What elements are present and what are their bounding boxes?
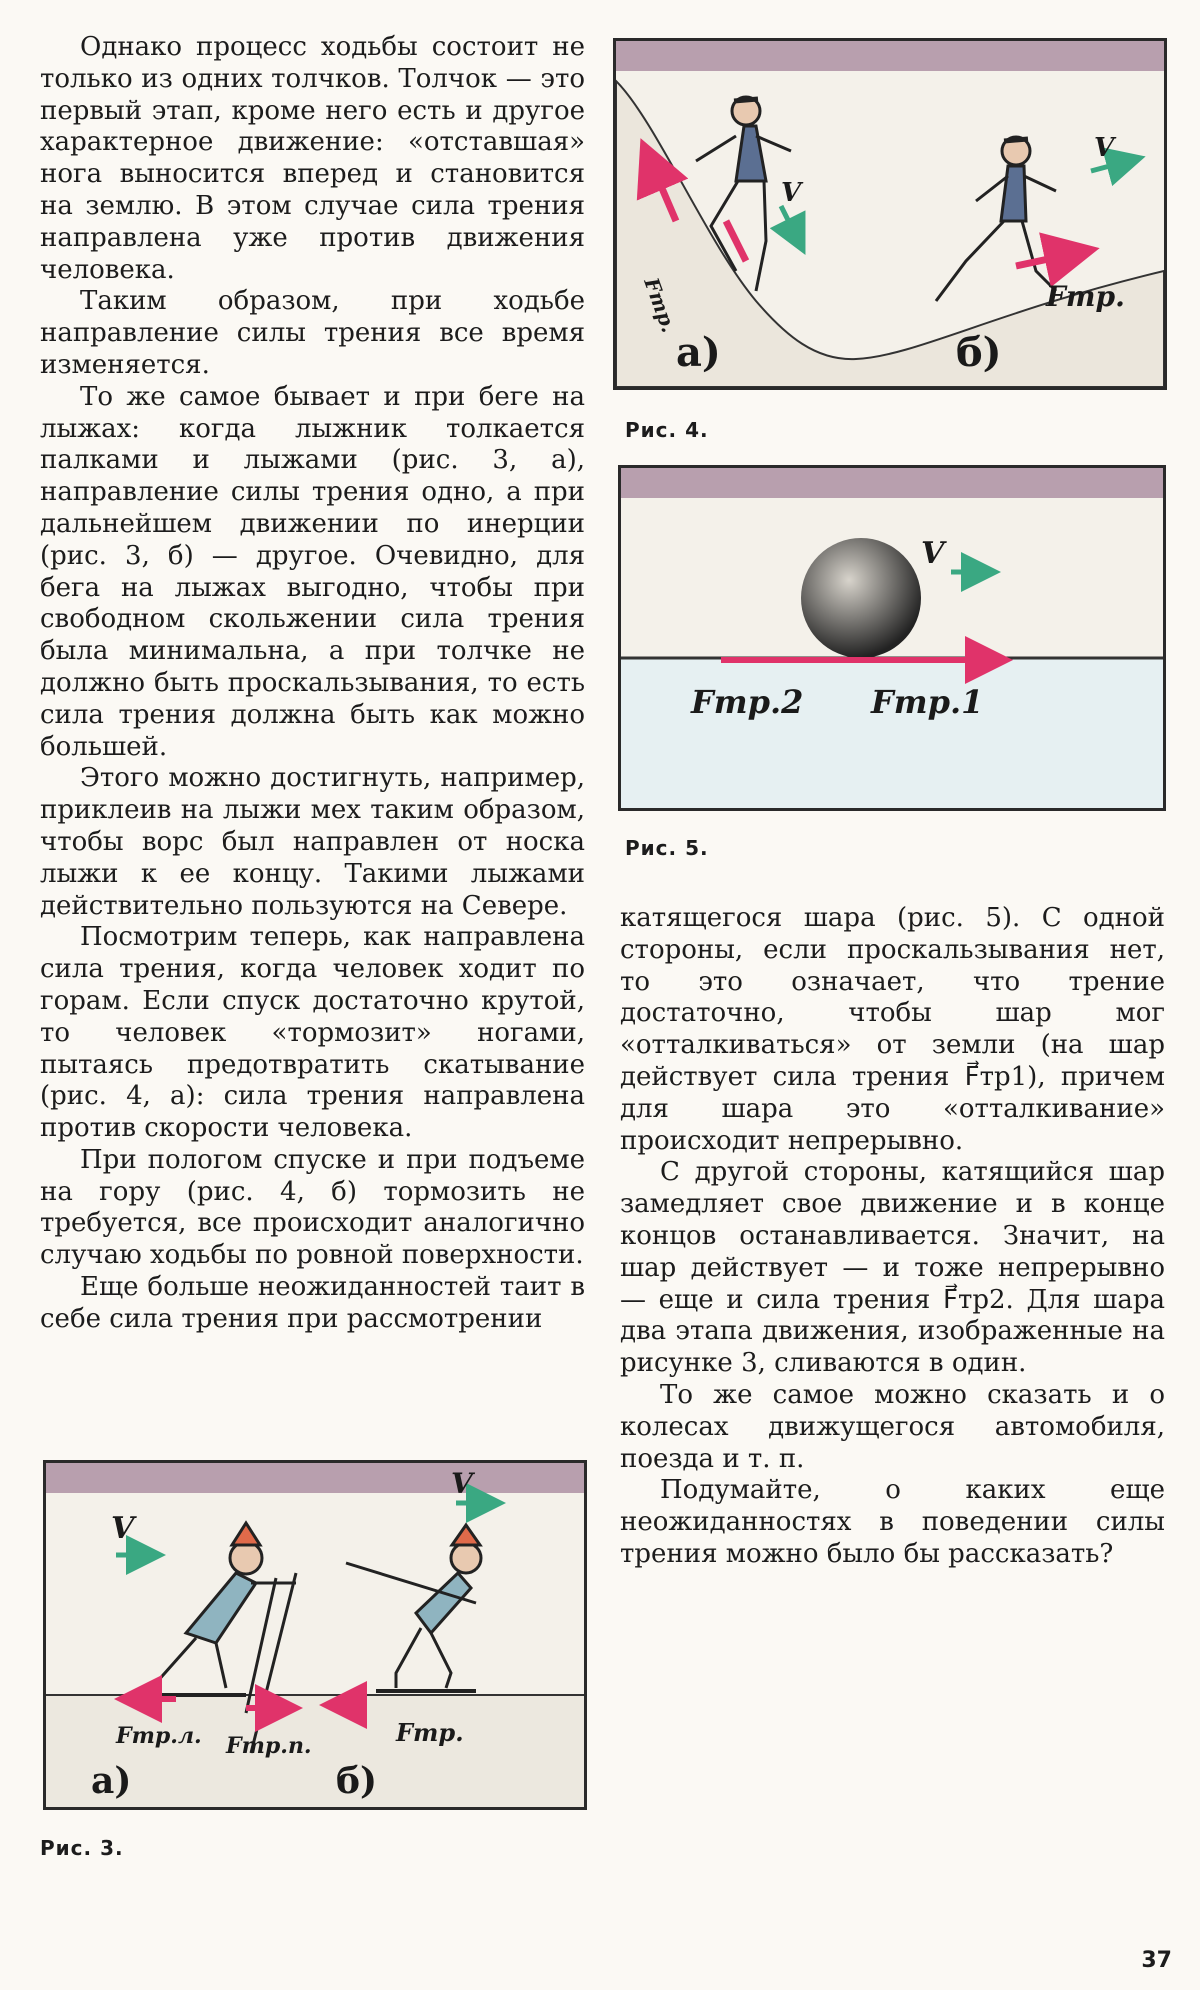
figure-3-illustration [43,1460,587,1810]
sky-band [46,1463,584,1493]
figure-4-caption: Рис. 4. [625,418,709,442]
figure-4-illustration [613,38,1167,390]
fig4-a-label: а) [676,329,721,376]
paragraph: Таким образом, при ходьбе направление силы трения все время изменяется. [40,286,585,380]
friction-arrow-a2 [726,221,746,261]
paragraph: Этого можно достигнуть, например, приклеив на лыжи мех таким образом, чтобы ворс был направлен от носка лыжи к ее концу. Такими лыжами действительно пользуются на Севере. [40,763,585,921]
page-number: 37 [1141,1948,1172,1973]
fig3-b-label: б) [336,1760,378,1802]
paragraph: Подумайте, о каких еще неожиданностях в поведении силы трения можно было бы рассказать? [620,1475,1165,1569]
figure-5-drawing [621,468,1163,808]
fig4-b-label: б) [956,329,1002,376]
sky-band [616,41,1164,71]
fig3-ftr-p-label: Fтр.п. [226,1733,312,1759]
fig3-a-label: а) [91,1760,132,1802]
hiker-b [936,137,1056,301]
figure-3-caption: Рис. 3. [40,1836,124,1860]
paragraph: Еще больше неожиданностей таит в себе сила трения при рассмотрении [40,1272,585,1334]
fig4-ftr-b-label: Fтр. [1046,280,1125,313]
fig5-f1-label: Fтр.1 [871,683,984,721]
paragraph: Посмотрим теперь, как направлена сила трения, когда человек ходит по горам. Если спуск достаточно крутой, то человек «тормозит» ногами, пытаясь предотвратить скатывание (рис. 4, а): сила трения направлена против скорости человека. [40,922,585,1144]
fig4-v-a-label: V [781,178,802,208]
left-column-text [40,32,585,1336]
fig5-f2-label: Fтр.2 [691,683,804,721]
fig3-ftr-l-label: Fтр.л. [116,1723,202,1749]
figure-5-illustration [618,465,1166,811]
paragraph: То же самое можно сказать и о колесах движущегося автомобиля, поезда и т. п. [620,1379,1165,1474]
skier-b [346,1525,481,1691]
paragraph: С другой стороны, катящийся шар замедляет свое движение и в конце концов останавливается. Значит, на шар действует — и тоже непрерывно — еще и сила трения F⃗тр2. Для шара два этапа движения, изображенные на рисунке 3, сливаются в один. [620,1157,1165,1379]
figure-5-caption: Рис. 5. [625,836,709,860]
figure-4-drawing [616,41,1164,387]
velocity-arrow-a [781,206,801,246]
paragraph: При пологом спуске и при подъеме на гору (рис. 4, б) тормозить не требуется, все происходит аналогично случаю ходьбы по ровной поверхности. [40,1144,585,1271]
paragraph: То же самое бывает и при беге на лыжах: когда лыжник толкается палками и лыжами (рис. 3, а), направление силы трения одно, а при дальнейшем движении по инерции (рис. 3, б) — другое. Очевидно, для бега на лыжах выгодно, чтобы при свободном скольжении сила трения была минимальна, а при толчке не должно быть проскальзывания, то есть сила трения должна быть как можно большей. [40,381,585,762]
ball [801,538,921,658]
friction-arrow-b [1016,251,1086,266]
fig5-v-label: V [921,536,945,571]
fig4-v-b-label: V [1094,133,1115,163]
sky-band [621,468,1163,498]
ground [621,658,1163,808]
fig3-v-b-label: V [451,1467,473,1500]
figure-3-drawing [46,1463,584,1807]
fig4-ftr-a-label: Fтр. [639,274,682,336]
right-column-text [620,903,1165,1571]
fig3-v-a-label: V [111,1511,135,1546]
paragraph: Однако процесс ходьбы состоит не только из одних толчков. Толчок — это первый этап, кроме него есть и другое характерное движение: «отставшая» нога выносится вперед и становится на землю. В этом случае сила трения направлена уже против движения человека. [40,32,585,285]
fig3-ftr-b-label: Fтр. [396,1718,464,1747]
paragraph: катящегося шара (рис. 5). С одной стороны, если проскальзывания нет, то это означает, что трение достаточно, чтобы шар мог «отталкиваться» от земли (на шар действует сила трения F⃗тр1), причем для шара это «отталкивание» происходит непрерывно. [620,903,1165,1156]
